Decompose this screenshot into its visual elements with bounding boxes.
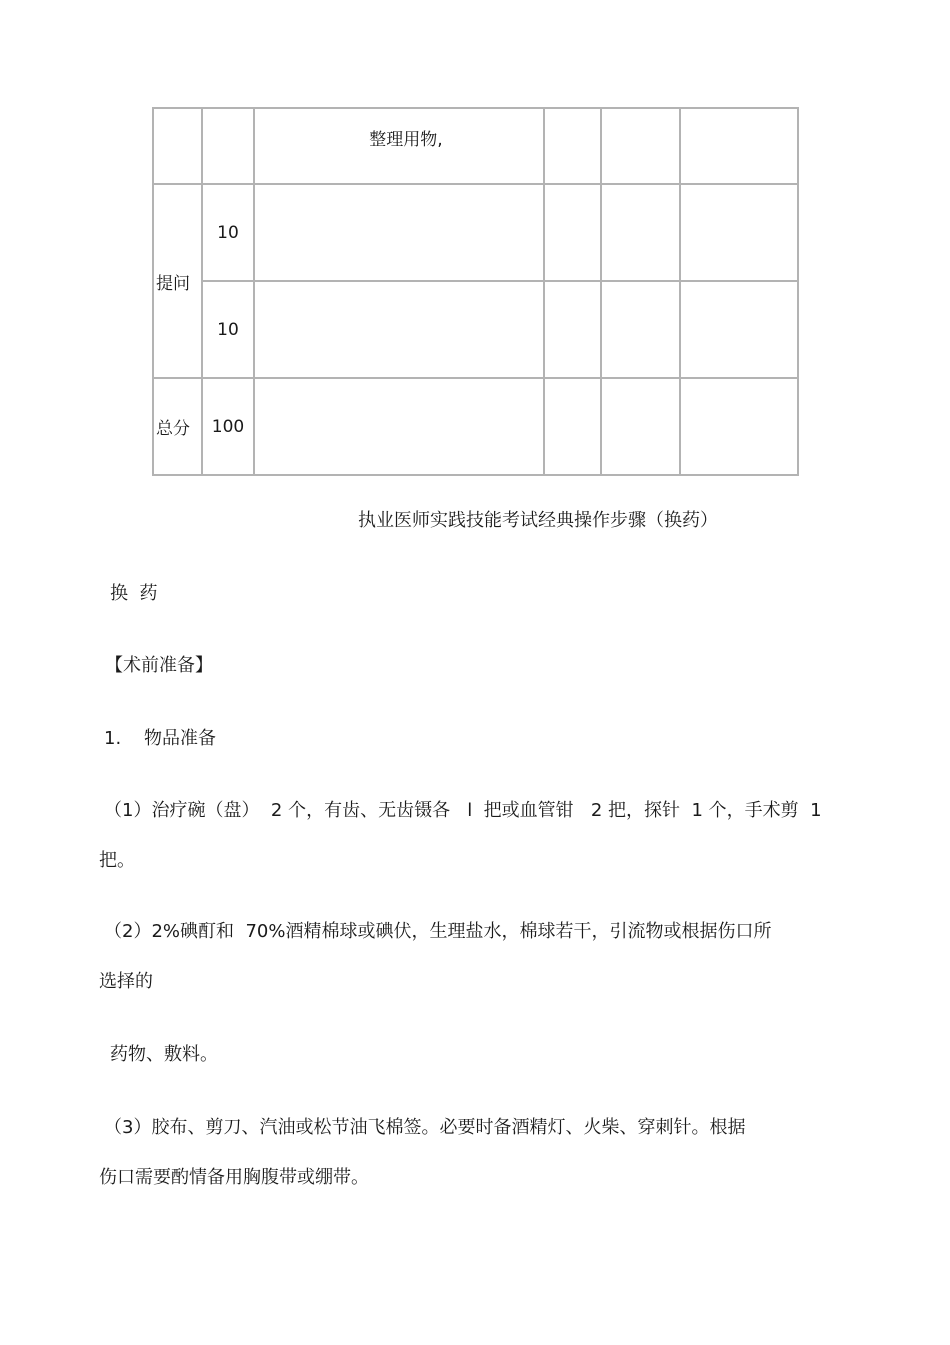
- paragraph-line: （3）胶布、剪刀、汽油或松节油飞棉签。必要时备酒精灯、火柴、穿刺针。根据: [104, 1117, 746, 1138]
- table-cell: [680, 281, 798, 378]
- paragraph-line: （2）2%碘酊和 70%酒精棉球或碘伏，生理盐水，棉球若干，引流物或根据伤口所: [104, 921, 772, 942]
- section-heading: 换 药: [110, 583, 158, 604]
- table-cell: [544, 184, 601, 281]
- task-text: 整理用物,: [369, 130, 443, 150]
- table-cell: [601, 378, 680, 475]
- table-row: [153, 108, 798, 184]
- table-cell: [680, 184, 798, 281]
- table-cell: [601, 184, 680, 281]
- table-cell: [153, 108, 202, 184]
- category-cell: 总分: [153, 378, 202, 475]
- points-cell: 100: [202, 378, 254, 475]
- paragraph-line: 把。: [99, 850, 135, 871]
- subsection-heading: 【术前准备】: [105, 655, 213, 676]
- paragraph-line: （1）治疗碗（盘） 2 个，有齿、无齿镊各 l 把或血管钳 2 把，探针 1 个，手术剪 1: [104, 800, 822, 821]
- table-cell: [680, 378, 798, 475]
- table-cell: [601, 281, 680, 378]
- document-title: 执业医师实践技能考试经典操作步骤（换药）: [358, 510, 718, 531]
- table-row: [153, 378, 798, 475]
- paragraph-line: 选择的: [99, 971, 153, 992]
- table-cell: [680, 108, 798, 184]
- table-row: [153, 184, 798, 281]
- category-cell: 提问: [153, 184, 202, 378]
- paragraph-line: 药物、敷料。: [110, 1044, 218, 1065]
- table-cell: [254, 281, 544, 378]
- table-cell: [544, 281, 601, 378]
- list-item-heading: 1. 物品准备: [104, 728, 217, 749]
- paragraph-line: 伤口需要酌情备用胸腹带或绷带。: [99, 1167, 369, 1188]
- table-cell: [254, 108, 544, 184]
- table-cell: [601, 108, 680, 184]
- table-cell: [202, 108, 254, 184]
- points-cell: 10: [202, 184, 254, 281]
- score-table: [152, 107, 799, 476]
- table-cell: [254, 378, 544, 475]
- table-row: [153, 281, 798, 378]
- table-cell: [254, 184, 544, 281]
- table-cell: [544, 108, 601, 184]
- table-cell: [544, 378, 601, 475]
- points-cell: 10: [202, 281, 254, 378]
